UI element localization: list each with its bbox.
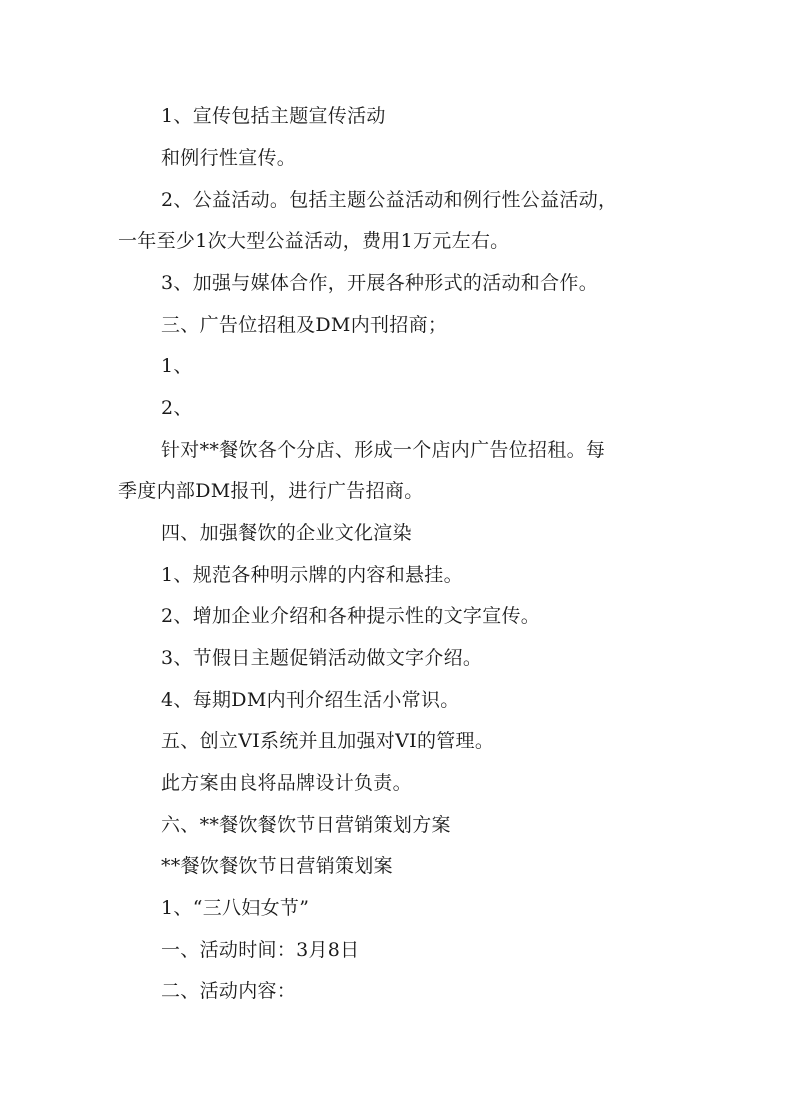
paragraph-line: 季度内部DM报刊，进行广告招商。 bbox=[118, 480, 424, 502]
paragraph-line: 二、活动内容： bbox=[161, 980, 297, 1002]
section-heading: 六、**餐饮餐饮节日营销策划方案 bbox=[161, 814, 451, 836]
paragraph-line: 2、公益活动。包括主题公益活动和例行性公益活动， bbox=[161, 189, 618, 211]
paragraph-line: 2、 bbox=[161, 397, 193, 419]
paragraph-line: 4、每期DM内刊介绍生活小常识。 bbox=[161, 689, 460, 711]
paragraph-line: 此方案由良将品牌设计负责。 bbox=[161, 772, 412, 794]
paragraph-line: 和例行性宣传。 bbox=[161, 147, 297, 169]
paragraph-line: 1、宣传包括主题宣传活动 bbox=[161, 105, 386, 127]
section-heading: 四、加强餐饮的企业文化渲染 bbox=[161, 522, 412, 544]
paragraph-line: 1、 bbox=[161, 355, 193, 377]
paragraph-line: 3、加强与媒体合作，开展各种形式的活动和合作。 bbox=[161, 272, 598, 294]
section-heading: 三、广告位招租及DM内刊招商； bbox=[161, 314, 448, 336]
paragraph-line: 一年至少1次大型公益活动，费用1万元左右。 bbox=[118, 230, 510, 252]
paragraph-line: 2、增加企业介绍和各种提示性的文字宣传。 bbox=[161, 605, 541, 627]
paragraph-line: **餐饮餐饮节日营销策划案 bbox=[161, 855, 393, 877]
paragraph-line: 3、节假日主题促销活动做文字介绍。 bbox=[161, 647, 483, 669]
paragraph-line: 一、活动时间：3月8日 bbox=[161, 939, 360, 961]
paragraph-line: 1、规范各种明示牌的内容和悬挂。 bbox=[161, 564, 463, 586]
section-heading: 五、创立VI系统并且加强对VI的管理。 bbox=[161, 730, 495, 752]
paragraph-line: 针对**餐饮各个分店、形成一个店内广告位招租。每 bbox=[161, 439, 606, 461]
paragraph-line: 1、“三八妇女节” bbox=[161, 897, 310, 919]
